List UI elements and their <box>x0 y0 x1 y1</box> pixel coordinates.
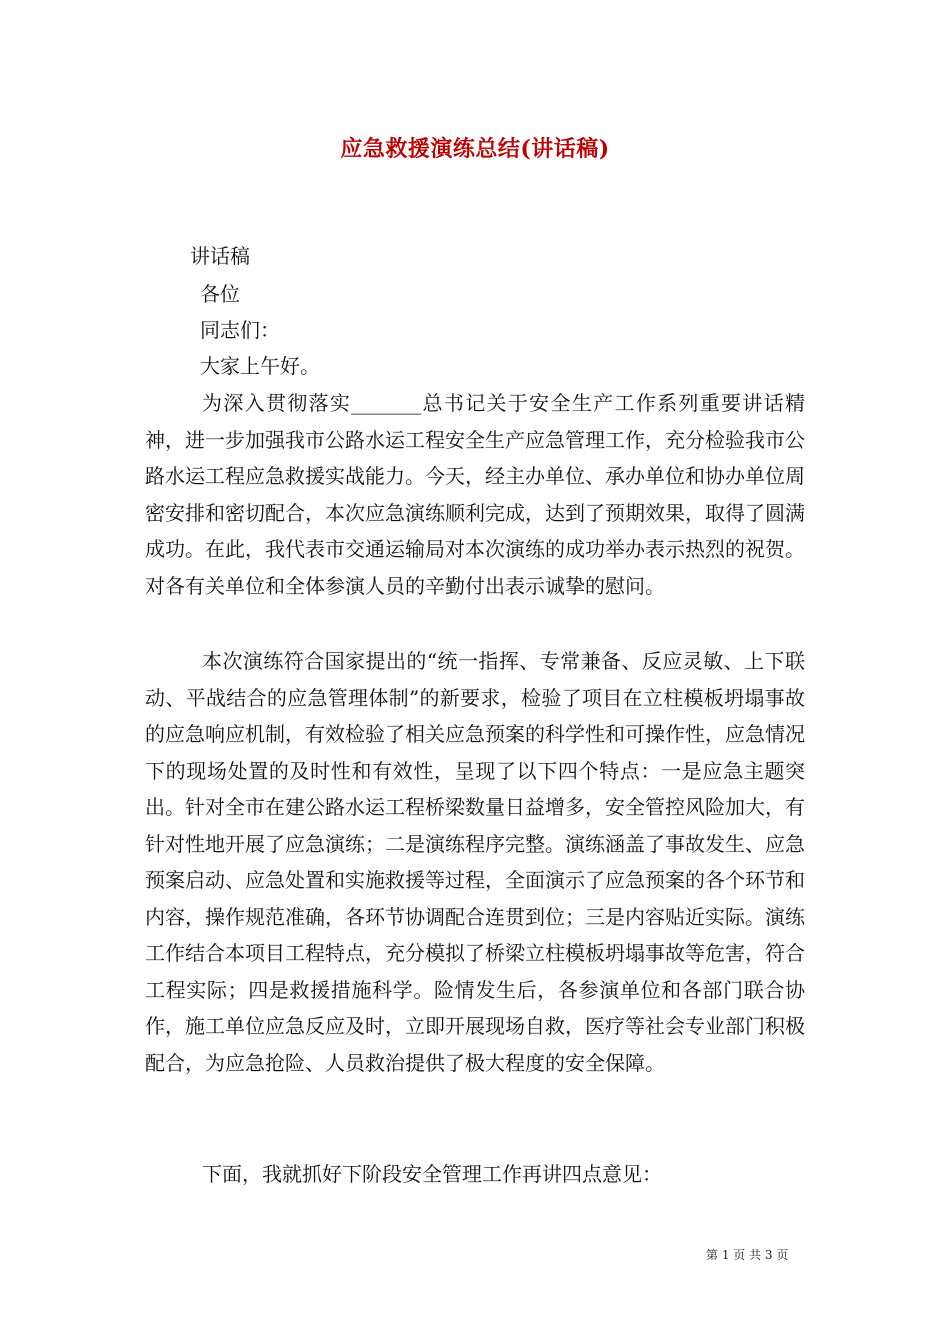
greeting-all: 各位 <box>200 282 240 306</box>
greeting-comrades: 同志们： <box>200 318 280 342</box>
page-number-footer: 第 1 页 共 3 页 <box>706 1248 789 1262</box>
greeting-morning: 大家上午好。 <box>200 354 320 378</box>
page-title: 应急救援演练总结(讲话稿) <box>340 136 610 162</box>
greeting-speech-label: 讲话稿 <box>190 244 250 268</box>
body-paragraph-next-steps: 下面，我就抓好下阶段安全管理工作再讲四点意见： <box>202 1162 662 1186</box>
body-paragraph-opening: 为深入贯彻落实_______总书记关于安全生产工作系列重要讲话精神，进一步加强我市公路水运工程安全生产应急管理工作，充分检验我市公路水运工程应急救援实战能力。今天，经主办单位、承办单位和协办单位周密安排和密切配合，本次应急演练顺利完成，达到了预期效果，取得了圆满成功。在此，我代表市交通运输局对本次演练的成功举办表示热烈的祝贺。对各有关单位和全体参演人员的辛勤付出表示诚挚的慰问。 <box>145 391 805 598</box>
body-paragraph-features: 本次演练符合国家提出的“统一指挥、专常兼备、反应灵敏、上下联动、平战结合的应急管理体制”的新要求，检验了项目在立柱模板坍塌事故的应急响应机制，有效检验了相关应急预案的科学性和可操作性，应急情况下的现场处置的及时性和有效性，呈现了以下四个特点：一是应急主题突出。针对全市在建公路水运工程桥梁数量日益增多，安全管控风险加大，有针对性地开展了应急演练；二是演练程序完整。演练涵盖了事故发生、应急预案启动、应急处置和实施救援等过程，全面演示了应急预案的各个环节和内容，操作规范准确，各环节协调配合连贯到位；三是内容贴近实际。演练工作结合本项目工程特点，充分模拟了桥梁立柱模板坍塌事故等危害，符合工程实际；四是救援措施科学。险情发生后，各参演单位和各部门联合协作，施工单位应急反应及时，立即开展现场自救，医疗等社会专业部门积极配合，为应急抢险、人员救治提供了极大程度的安全保障。 <box>145 649 805 1075</box>
